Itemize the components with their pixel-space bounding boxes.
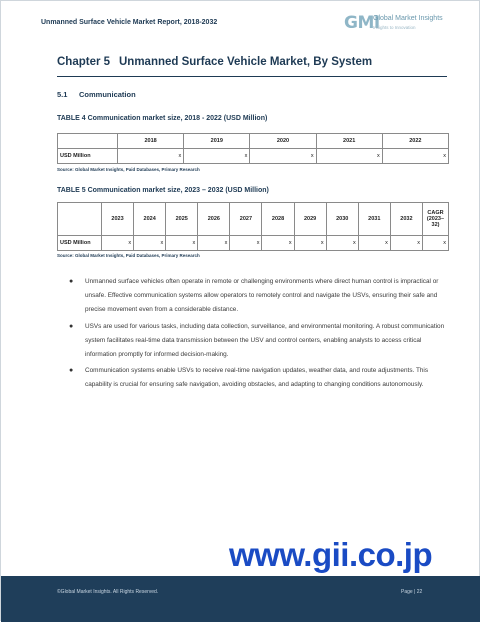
table-cell: x xyxy=(262,236,294,251)
table-cell: x xyxy=(118,149,184,164)
table4-data-row xyxy=(58,149,449,164)
table-header-cell: 2021 xyxy=(316,134,382,149)
chapter-number: Chapter 5 xyxy=(57,56,111,68)
list-item xyxy=(67,275,451,318)
table-header-cell: 2029 xyxy=(294,203,326,236)
section-number: 5.1 xyxy=(57,90,68,99)
table-header-cell: CAGR (2023–32) xyxy=(423,203,449,236)
chapter-divider xyxy=(57,76,447,77)
table-cell: x xyxy=(250,149,316,164)
table-header-cell: 2026 xyxy=(198,203,230,236)
section-heading xyxy=(57,90,136,99)
table-cell: x xyxy=(134,236,166,251)
table-cell: x xyxy=(358,236,390,251)
table5-data-row xyxy=(58,236,449,251)
table-header-cell: 2024 xyxy=(134,203,166,236)
bullet-list xyxy=(67,275,451,395)
gmi-logo xyxy=(344,13,444,37)
table5-source: Source: Global Market Insights, Paid Databases, Primary Research xyxy=(57,253,200,258)
footer-copyright: ©Global Market Insights. All Rights Reserved. xyxy=(57,589,159,595)
section-title: Communication xyxy=(79,90,136,99)
chapter-heading xyxy=(57,56,372,68)
logo-name: Global Market Insights xyxy=(373,15,443,22)
table4-source: Source: Global Market Insights, Paid Databases, Primary Research xyxy=(57,167,200,172)
bullet-text: Unmanned surface vehicles often operate in remote or challenging environments where direct human control is impractical or unsafe. Effective communication systems allow operators to remotely control and navigate the USVs, ensuring their safe and precise movement even from a considerable distance. xyxy=(85,278,439,314)
header-report-title: Unmanned Surface Vehicle Market Report, 2018-2032 xyxy=(41,19,218,26)
table-cell: x xyxy=(382,149,448,164)
table-header-cell: 2019 xyxy=(184,134,250,149)
footer-bar xyxy=(1,576,480,622)
table5-caption: TABLE 5 Communication market size, 2023 – 2032 (USD Million) xyxy=(57,187,269,194)
table5 xyxy=(57,202,449,251)
table-row-label: USD Million xyxy=(58,149,118,164)
list-item xyxy=(67,320,451,363)
table-cell: x xyxy=(294,236,326,251)
logo-tagline: Insights to Innovation xyxy=(373,25,416,30)
table-cell: x xyxy=(326,236,358,251)
table-header-cell: 2030 xyxy=(326,203,358,236)
bullet-text: Communication systems enable USVs to receive real-time navigation updates, weather data, and route adjustments. This capability is crucial for ensuring safe navigation, avoiding obstacles, and adapting to changing conditions autonomously. xyxy=(85,367,429,389)
table-cell: x xyxy=(316,149,382,164)
table4 xyxy=(57,133,449,164)
table-cell: x xyxy=(184,149,250,164)
table-header-cell: 2020 xyxy=(250,134,316,149)
table-header-cell xyxy=(58,134,118,149)
bullet-icon: ● xyxy=(69,322,74,330)
table-header-cell: 2023 xyxy=(102,203,134,236)
watermark-url: www.gii.co.jp xyxy=(229,536,433,573)
table-cell: x xyxy=(230,236,262,251)
footer-page-number: Page | 22 xyxy=(401,589,423,595)
table-header-cell: 2025 xyxy=(166,203,198,236)
table-header-cell: 2018 xyxy=(118,134,184,149)
table-header-cell: 2031 xyxy=(358,203,390,236)
table5-header-row xyxy=(58,203,449,236)
bullet-text: USVs are used for various tasks, including data collection, surveillance, and environmental monitoring. A robust communication system facilitates real-time data transmission between the USV and control centers, enabling analysts to access critical information promptly for informed decision-making. xyxy=(85,322,445,359)
table-cell: x xyxy=(198,236,230,251)
table-header-cell: 2022 xyxy=(382,134,448,149)
table-header-cell: 2027 xyxy=(230,203,262,236)
table-header-cell: 2028 xyxy=(262,203,294,236)
table-header-cell: 2032 xyxy=(390,203,422,236)
list-item xyxy=(67,364,451,392)
bullet-icon: ● xyxy=(69,278,74,285)
table-cell: x xyxy=(102,236,134,251)
table-cell: x xyxy=(390,236,422,251)
table4-caption: TABLE 4 Communication market size, 2018 - 2022 (USD Million) xyxy=(57,115,268,122)
table4-header-row xyxy=(58,134,449,149)
table-header-cell xyxy=(58,203,102,236)
chapter-title: Unmanned Surface Vehicle Market, By System xyxy=(119,56,373,68)
table-cell: x xyxy=(166,236,198,251)
bullet-icon: ● xyxy=(69,367,74,375)
table-cell: x xyxy=(423,236,449,251)
table-row-label: USD Million xyxy=(58,236,102,251)
logo-mark: GMI xyxy=(344,13,380,33)
